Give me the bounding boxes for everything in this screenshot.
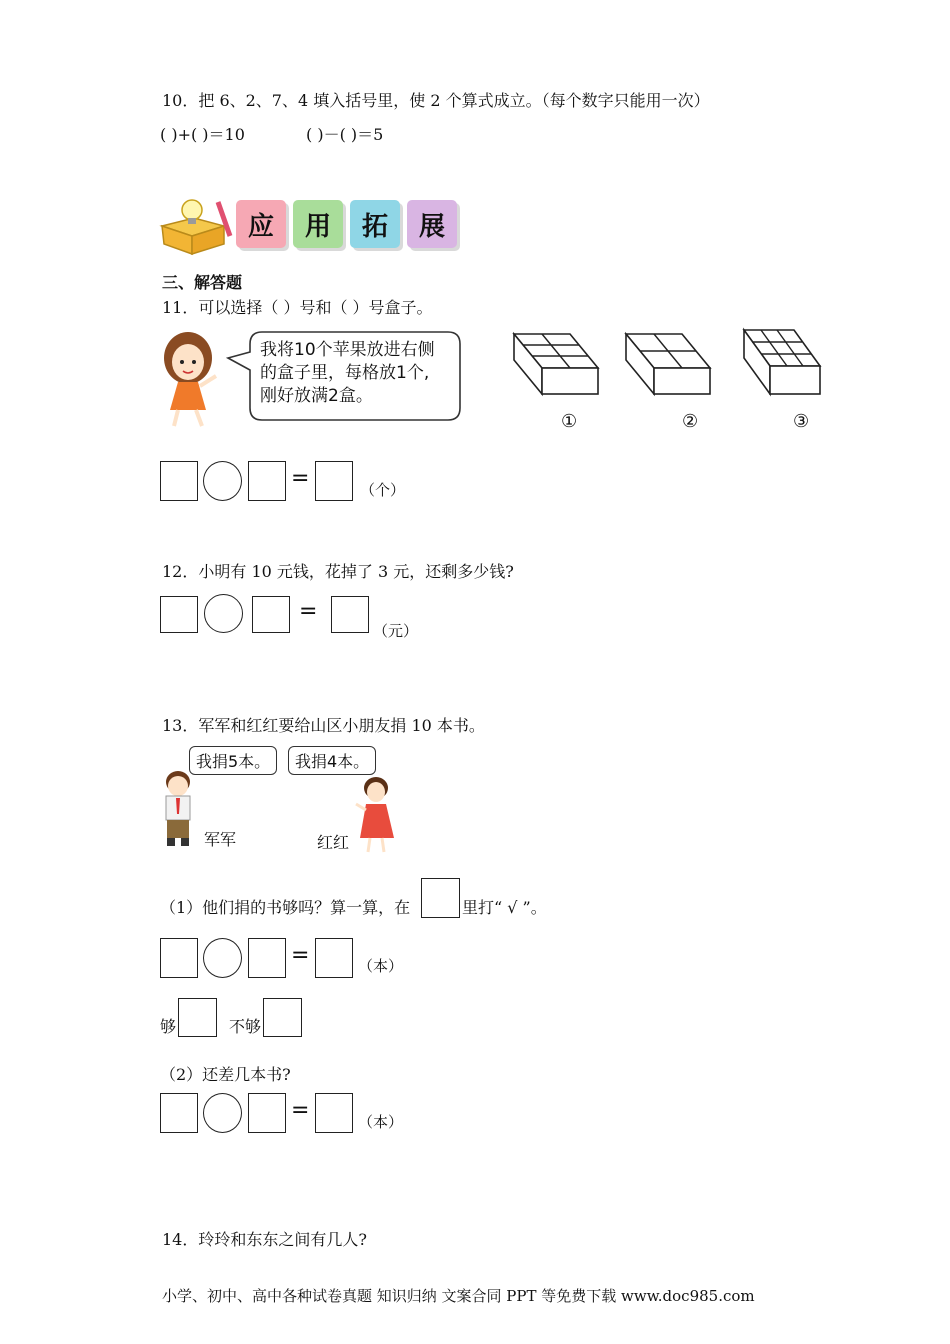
girl-name: 红红 — [317, 833, 350, 852]
speech-line-3: 刚好放满2盒。 — [260, 386, 373, 406]
check-box-example — [421, 878, 460, 918]
q14-text: 14．玲玲和东东之间有几人? — [162, 1230, 367, 1249]
q13-part2-result-box[interactable] — [315, 1093, 353, 1133]
box-option-3 — [740, 326, 832, 398]
banner-char-4: 展 — [407, 200, 457, 248]
box-label-2: ② — [682, 411, 699, 432]
lightbulb-box-icon — [158, 196, 238, 256]
q11-result-box[interactable] — [315, 461, 353, 501]
q12-text: 12．小明有 10 元钱，花掉了 3 元，还剩多少钱? — [162, 562, 514, 581]
q13-part2-answer-box-2[interactable] — [248, 1093, 286, 1133]
enough-label: 够 — [160, 1017, 177, 1036]
q13-unit-2: （本） — [358, 1113, 404, 1131]
q11-equals-sign: = — [291, 466, 310, 491]
q13-answer-box-1[interactable] — [160, 938, 198, 978]
girl-speech-bubble: 我捐4本。 — [288, 746, 376, 775]
banner-char-1: 应 — [236, 200, 286, 248]
speech-line-1: 我将10个苹果放进右侧 — [260, 340, 435, 360]
girl-illustration — [156, 330, 226, 430]
boy-speech-bubble: 我捐5本。 — [189, 746, 277, 775]
q11-text: 11．可以选择（ ）号和（ ）号盒子。 — [162, 298, 433, 317]
box-option-2 — [622, 328, 714, 398]
q13-result-box[interactable] — [315, 938, 353, 978]
box-label-1: ① — [561, 411, 578, 432]
boy-illustration — [158, 770, 200, 850]
speech-line-2: 的盒子里，每格放1个, — [260, 363, 430, 383]
not-enough-checkbox[interactable] — [263, 998, 302, 1037]
not-enough-label: 不够 — [229, 1017, 262, 1036]
banner-char-3: 拓 — [350, 200, 400, 248]
boy-name: 军军 — [204, 830, 237, 849]
q13-part2-equals-sign: = — [291, 1098, 310, 1123]
q11-answer-box-1[interactable] — [160, 461, 198, 501]
q12-answer-box-1[interactable] — [160, 596, 198, 633]
q13-part1-text-b: 里打“ √ ”。 — [462, 898, 547, 917]
q11-unit: （个） — [360, 481, 406, 499]
banner-char-2: 用 — [293, 200, 343, 248]
q13-part1-text-a: （1）他们捐的书够吗？算一算，在 — [160, 898, 411, 917]
enough-checkbox[interactable] — [178, 998, 217, 1037]
q12-equals-sign: = — [299, 599, 318, 624]
q12-operator-circle[interactable] — [204, 594, 243, 633]
q13-answer-box-2[interactable] — [248, 938, 286, 978]
girl-illustration-2 — [350, 776, 398, 856]
q12-unit: （元） — [373, 622, 419, 640]
box-option-1 — [510, 328, 602, 398]
q11-answer-box-2[interactable] — [248, 461, 286, 501]
q12-result-box[interactable] — [331, 596, 369, 633]
q13-part2-text: （2）还差几本书? — [160, 1065, 291, 1084]
q13-unit-1: （本） — [358, 957, 404, 975]
q10-text: 10．把 6、2、7、4 填入括号里，使 2 个算式成立。（每个数字只能用一次） — [162, 91, 710, 110]
q13-text: 13．军军和红红要给山区小朋友捐 10 本书。 — [162, 716, 485, 735]
q10-equation-1: ( )+( )＝10 — [160, 125, 245, 144]
section-title: 三、解答题 — [162, 273, 243, 292]
q10-equation-2: ( )－( )＝5 — [306, 125, 384, 144]
q11-operator-circle[interactable] — [203, 461, 242, 501]
q12-answer-box-2[interactable] — [252, 596, 290, 633]
footer-text: 小学、初中、高中各种试卷真题 知识归纳 文案合同 PPT 等免费下载 www.doc985.com — [162, 1287, 755, 1305]
q13-part2-operator-circle[interactable] — [203, 1093, 242, 1133]
q13-equals-sign: = — [291, 943, 310, 968]
q13-part2-answer-box-1[interactable] — [160, 1093, 198, 1133]
q13-operator-circle[interactable] — [203, 938, 242, 978]
box-label-3: ③ — [793, 411, 810, 432]
q11-speech-bubble — [226, 330, 462, 422]
